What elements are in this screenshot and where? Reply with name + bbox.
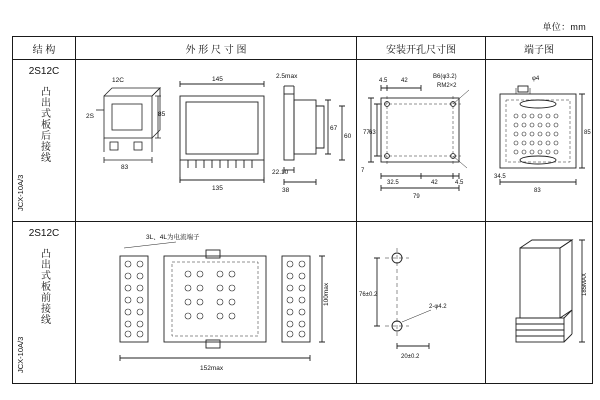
- mount-label-45: 4.5: [379, 78, 388, 85]
- structure-cell-1: [13, 60, 76, 222]
- outline-label-2210: 22.10: [272, 169, 289, 177]
- description-label-2: 凸出式板前接线: [38, 247, 50, 325]
- spec-table: [12, 36, 593, 384]
- term-label-85: 85: [584, 130, 591, 137]
- mount-label-45b: 4.5: [455, 180, 464, 187]
- term-label-phi4: φ4: [532, 76, 540, 83]
- outline-label-135: 135: [212, 185, 223, 193]
- terminal-drawing-2: [486, 222, 592, 382]
- terminal-cell-1: [486, 60, 593, 222]
- mount-label-42: 42: [401, 78, 408, 85]
- mount2-label-20: 20±0.2: [401, 354, 420, 361]
- table-row: [13, 222, 593, 384]
- outline-label-85: 85: [158, 111, 166, 119]
- term-label-345: 34.5: [494, 174, 506, 181]
- mount-label-77: 77: [363, 130, 370, 137]
- model-label-2: 2S12C: [28, 228, 60, 240]
- description-label-1: 凸出式板后接线: [38, 85, 50, 163]
- term2-label-185max: 185MAX: [582, 273, 588, 297]
- outline-label-38: 38: [282, 187, 290, 195]
- table-row: [13, 60, 593, 222]
- mount-label-325: 32.5: [387, 180, 399, 187]
- header-terminal: 端子图: [486, 37, 593, 60]
- table-header-row: [13, 37, 593, 60]
- model-label-1: 2S12C: [28, 66, 60, 78]
- outline-label-67: 67: [330, 125, 338, 133]
- outline-label-25max: 2.5max: [276, 73, 298, 81]
- outline-label-12c: 12C: [112, 77, 124, 85]
- outline-label-145: 145: [212, 76, 223, 84]
- mounting-cell-2: [357, 222, 486, 384]
- mount-label-42b: 42: [431, 180, 438, 187]
- outline-label-83: 83: [121, 164, 129, 172]
- terminal-drawing-1: [486, 60, 592, 220]
- mount-label-b6: B6(φ3.2): [433, 74, 457, 81]
- mount-label-rm2: RM2×2: [437, 83, 457, 90]
- mounting-cell-1: [357, 60, 486, 222]
- terminal-cell-2: [486, 222, 593, 384]
- outline-label-152max: 152max: [200, 365, 224, 373]
- outline-drawing-1: [76, 60, 356, 220]
- mount2-label-2phi42: 2-φ4.2: [429, 304, 447, 311]
- outline-drawing-2: [76, 222, 356, 382]
- mount-label-7: 7: [361, 168, 365, 175]
- mount-label-63: 63: [369, 130, 376, 137]
- mounting-drawing-2: [357, 222, 485, 382]
- product-code-1: JCX-10A/3: [16, 174, 25, 212]
- outline-label-100max: 100max: [323, 282, 330, 307]
- structure-cell-2: [13, 222, 76, 384]
- outline-cell-2: [76, 222, 357, 384]
- outline-cell-1: [76, 60, 357, 222]
- outline-label-2s: 2S: [86, 113, 94, 121]
- header-outline: 外 形 尺 寸 图: [76, 37, 357, 60]
- header-structure: 结 构: [13, 37, 76, 60]
- outline-note-3l4l: 3L、4L为电流端子: [146, 234, 200, 242]
- mount2-label-76: 76±0.2: [359, 292, 378, 299]
- mount-label-79: 79: [413, 194, 420, 201]
- unit-note: 单位：mm: [542, 22, 586, 32]
- header-mounting: 安装开孔尺寸图: [357, 37, 486, 60]
- outline-label-60: 60: [344, 133, 352, 141]
- mounting-drawing-1: [357, 60, 485, 220]
- term-label-83: 83: [534, 188, 541, 195]
- product-code-2: JCX-10A/3: [16, 336, 25, 373]
